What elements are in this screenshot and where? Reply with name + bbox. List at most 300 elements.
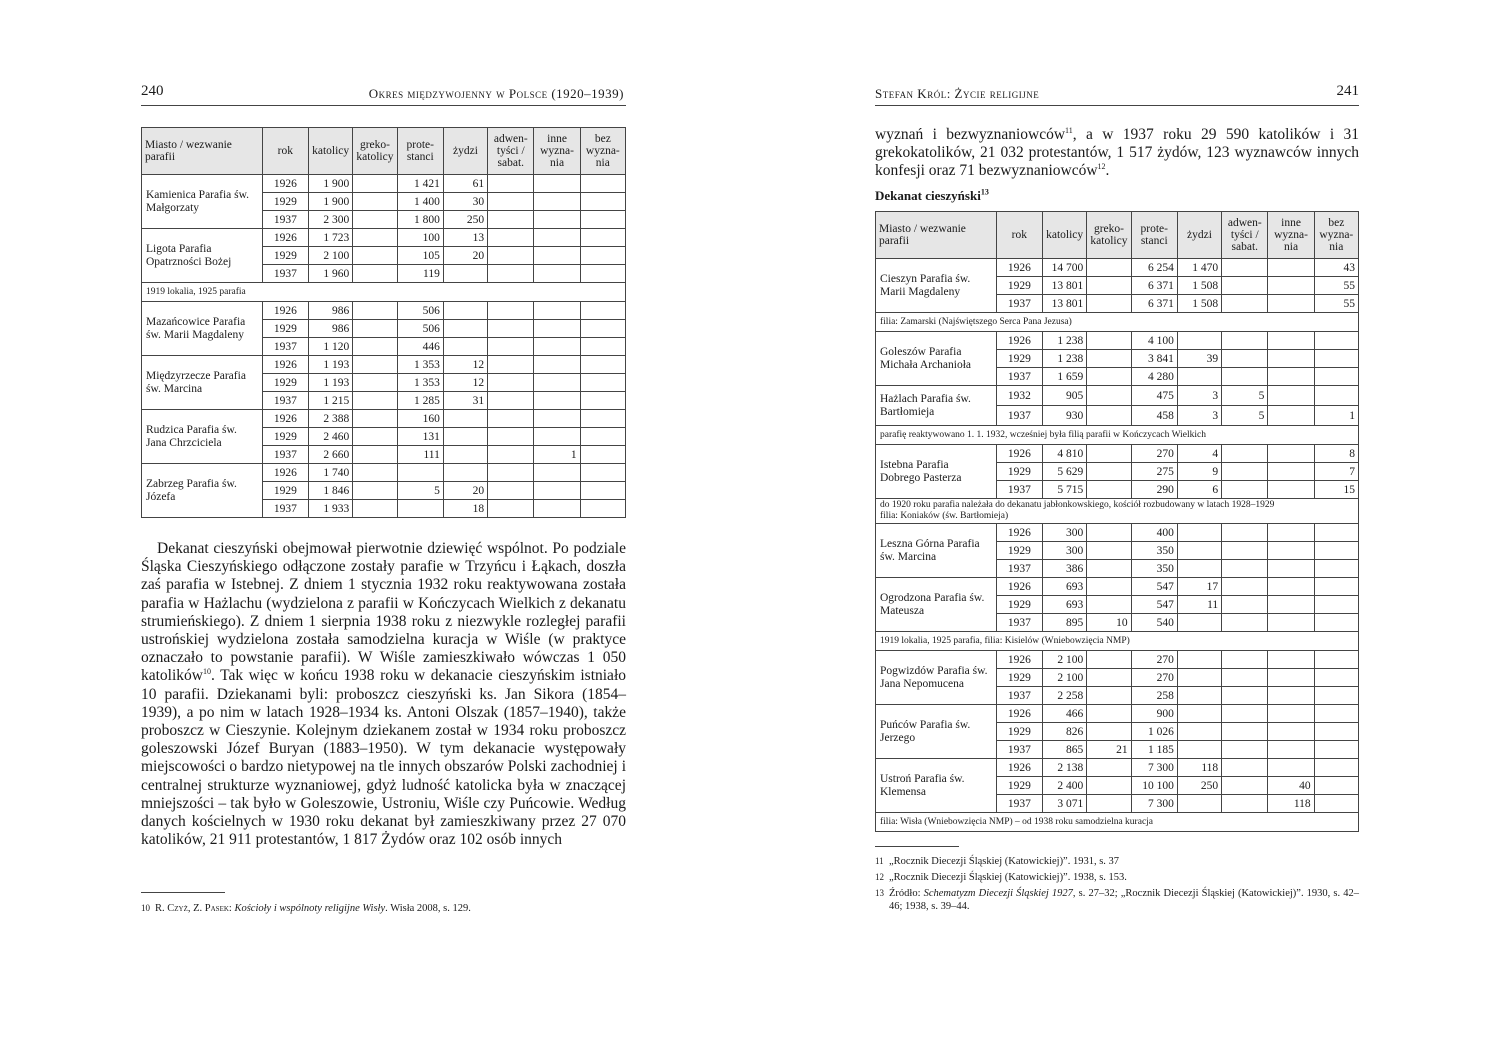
table-cell: 1926 [996,651,1042,669]
column-header: katolicy [1042,212,1086,259]
table-cell [1222,295,1268,313]
table-cell [488,320,534,338]
table-cell [1268,295,1314,313]
table-cell [1087,295,1131,313]
table-row [876,524,1359,542]
table-cell [534,229,580,247]
table-cell: 5 [1222,406,1268,426]
table-cell [1314,759,1358,777]
parish-name: Ogrodzona Parafia św. Mateusza [876,578,997,632]
table-row [876,259,1359,277]
table-cell [1314,560,1358,578]
table-cell [1087,463,1131,481]
table-cell: 1937 [262,338,308,356]
table-cell [1314,332,1358,350]
table-cell: 986 [308,320,352,338]
table-cell [580,464,625,482]
column-header: katolicy [308,128,352,175]
table-cell [443,428,487,446]
table-cell [353,410,397,428]
table-cell [1314,578,1358,596]
table-cell [1177,741,1221,759]
parish-name: Kamienica Parafia św. Małgorzaty [142,175,263,229]
table-cell: 250 [1177,777,1221,795]
table-cell [1087,777,1131,795]
table-cell: 475 [1131,386,1177,406]
table-cell: 1937 [996,795,1042,813]
footnote-item: 10 R. Czyż, Z. Pasek: Kościoły i wspólnoty religijne Wisły. Wisła 2008, s. 129. [141,903,471,914]
table-cell [488,482,534,500]
table-cell [1268,705,1314,723]
parish-name: Goleszów Parafia Michała Archanioła [876,332,997,386]
table-cell [353,211,397,229]
table-cell: 1929 [996,463,1042,481]
table-cell [397,464,443,482]
table-cell: 865 [1042,741,1086,759]
table-cell [1087,332,1131,350]
table-cell: 21 [1087,741,1131,759]
table-cell [1177,723,1221,741]
table-cell [1087,350,1131,368]
table-cell: 5 715 [1042,481,1086,499]
table-cell [1222,524,1268,542]
table-cell: 1926 [996,445,1042,463]
table-cell [1087,542,1131,560]
table-cell: 4 [1177,445,1221,463]
table-cell [534,410,580,428]
table-cell [1314,669,1358,687]
table-cell [1222,741,1268,759]
table-cell [1268,445,1314,463]
table-cell [488,193,534,211]
parish-name: Rudzica Parafia św. Jana Chrzciciela [142,410,263,464]
table-cell: 1929 [996,350,1042,368]
table-cell: 1929 [996,777,1042,795]
table-row [876,759,1359,777]
table-cell [534,211,580,229]
table-cell: 1 723 [308,229,352,247]
table-cell: 1937 [996,406,1042,426]
table-cell [580,410,625,428]
table-cell [1268,481,1314,499]
table-cell: 1929 [262,247,308,265]
column-header: bez wyzna-nia [580,128,625,175]
table-cell: 1929 [262,428,308,446]
table-cell [1268,259,1314,277]
table-cell: 693 [1042,596,1086,614]
table-cell: 1932 [996,386,1042,406]
table-cell [488,392,534,410]
table-cell: 55 [1314,295,1358,313]
table-cell: 6 [1177,481,1221,499]
table-cell: 1 659 [1042,368,1086,386]
table-cell [488,211,534,229]
table-cell: 119 [397,265,443,283]
table-cell: 1 238 [1042,332,1086,350]
table-cell: 10 [1087,614,1131,632]
table-cell: 5 [1222,386,1268,406]
footnote-item: 11 „Rocznik Diecezji Śląskiej (Katowickiej)”. 1931, s. 37 [875,856,1120,867]
table-cell [1268,542,1314,560]
table-note: filia: Zamarski (Najświętszego Serca Pana Jezusa) [876,313,1359,332]
table-cell [1087,723,1131,741]
table-cell: 506 [397,320,443,338]
table-cell [1087,669,1131,687]
parish-name: Puńców Parafia św. Jerzego [876,705,997,759]
column-header: Miasto / wezwanie parafii [142,128,263,175]
table-cell [1314,651,1358,669]
table-cell: 1 [1314,406,1358,426]
table-cell: 1926 [262,464,308,482]
table-cell: 1937 [996,741,1042,759]
left-page-number: 240 [141,83,164,99]
table-cell [580,175,625,193]
table-cell [488,428,534,446]
table-cell [1177,795,1221,813]
left-running-title: Okres międzywojenny w Polsce (1920–1939) [368,86,624,101]
table-cell [580,428,625,446]
table-cell [580,211,625,229]
table-cell: 2 258 [1042,687,1086,705]
table-cell: 1937 [262,392,308,410]
table-cell: 1 508 [1177,295,1221,313]
table-cell: 458 [1131,406,1177,426]
table-cell [580,482,625,500]
table-cell [488,265,534,283]
table-cell [1222,687,1268,705]
table-cell [1087,795,1131,813]
table-cell: 3 [1177,386,1221,406]
table-cell: 1937 [996,560,1042,578]
table-cell: 2 100 [1042,651,1086,669]
table-cell [488,338,534,356]
column-header: adwen-tyści / sabat. [488,128,534,175]
table-row [876,578,1359,596]
table-cell: 930 [1042,406,1086,426]
table-cell [353,500,397,518]
table-cell: 466 [1042,705,1086,723]
table-cell [1268,332,1314,350]
table-cell [1177,705,1221,723]
table-cell: 1 215 [308,392,352,410]
parish-name: Pogwizdów Parafia św. Jana Nepomucena [876,651,997,705]
table-cell: 6 371 [1131,277,1177,295]
table-cell: 386 [1042,560,1086,578]
table-cell [1268,687,1314,705]
table-cell [534,193,580,211]
table-cell: 1926 [262,410,308,428]
table-cell: 1 900 [308,175,352,193]
table-cell [1087,687,1131,705]
table-cell: 270 [1131,651,1177,669]
table-cell [1177,614,1221,632]
table-row [876,332,1359,350]
table-cell [488,302,534,320]
table-cell: 540 [1131,614,1177,632]
table-cell: 300 [1042,542,1086,560]
table-cell [534,320,580,338]
table-cell [353,320,397,338]
table-cell: 9 [1177,463,1221,481]
column-header: greko-katolicy [353,128,397,175]
table-row [876,445,1359,463]
table-note: filia: Wisła (Wniebowzięcia NMP) – od 1938 roku samodzielna kuracja [876,813,1359,832]
table-cell [397,500,443,518]
table-cell [353,302,397,320]
table-cell: 1 800 [397,211,443,229]
right-running-head [875,85,1359,106]
table-note-row [876,313,1359,332]
table-cell [1222,277,1268,295]
table-cell [1314,723,1358,741]
column-header: adwen-tyści / sabat. [1222,212,1268,259]
table-cell [1314,524,1358,542]
table-cell: 105 [397,247,443,265]
table-cell: 895 [1042,614,1086,632]
table-cell: 1929 [262,374,308,392]
table-cell: 6 371 [1131,295,1177,313]
table-cell: 15 [1314,481,1358,499]
table-cell: 1 400 [397,193,443,211]
table-cell: 1 026 [1131,723,1177,741]
table-note-row [876,426,1359,445]
table-note-row [142,283,626,302]
table-cell: 290 [1131,481,1177,499]
table-row [142,302,626,320]
table-cell [534,175,580,193]
table-cell [1268,651,1314,669]
table-cell [534,302,580,320]
table-cell [1268,524,1314,542]
table-cell [534,428,580,446]
table-note: do 1920 roku parafia należała do dekanatu jabłonkowskiego, kościół rozbudowany w latach 1928–1929 filia: Koniaków (św. Bartłomieja) [876,499,1359,524]
table-cell: 8 [1314,445,1358,463]
table-cell [1087,596,1131,614]
right-parish-table [875,211,1359,832]
table-cell: 400 [1131,524,1177,542]
table-cell [1222,614,1268,632]
table-cell [353,175,397,193]
table-cell: 11 [1177,596,1221,614]
table-cell [1314,368,1358,386]
table-cell [580,374,625,392]
table-cell [1087,578,1131,596]
column-header: żydzi [443,128,487,175]
table-cell: 905 [1042,386,1086,406]
table-cell: 1 185 [1131,741,1177,759]
table-cell: 40 [1268,777,1314,795]
table-cell: 1929 [996,669,1042,687]
table-cell: 61 [443,175,487,193]
table-cell: 1937 [262,265,308,283]
table-cell: 1926 [262,356,308,374]
table-cell: 7 300 [1131,795,1177,813]
table-cell: 1937 [262,500,308,518]
table-cell [1268,350,1314,368]
table-cell [580,247,625,265]
table-cell: 2 400 [1042,777,1086,795]
table-cell [488,500,534,518]
table-cell: 3 [1177,406,1221,426]
table-cell [353,356,397,374]
table-cell: 55 [1314,277,1358,295]
table-cell: 100 [397,229,443,247]
table-cell: 693 [1042,578,1086,596]
table-cell [1222,350,1268,368]
table-cell [1222,560,1268,578]
parish-name: Międzyrzecze Parafia św. Marcina [142,356,263,410]
left-body-text [141,540,626,849]
table-cell: 547 [1131,596,1177,614]
column-header: żydzi [1177,212,1221,259]
table-cell: 1937 [996,481,1042,499]
table-cell: 1937 [996,368,1042,386]
table-cell: 350 [1131,560,1177,578]
right-footnotes [875,855,1359,916]
table-row [142,175,626,193]
column-header: inne wyzna-nia [1268,212,1314,259]
table-cell [443,302,487,320]
table-cell [353,428,397,446]
table-cell [1268,596,1314,614]
parish-name: Ustroń Parafia św. Klemensa [876,759,997,813]
table-cell [1087,524,1131,542]
table-cell: 12 [443,374,487,392]
table-cell [580,265,625,283]
table-cell [353,247,397,265]
table-cell [488,175,534,193]
table-cell: 4 280 [1131,368,1177,386]
table-cell [580,500,625,518]
left-running-head [141,85,626,106]
table-cell [1314,777,1358,795]
table-cell [1268,368,1314,386]
table-cell: 1929 [262,193,308,211]
body-paragraph: Dekanat cieszyński obejmował pierwotnie dziewięć wspólnot. Po podziale Śląska Cieszyńskiego odłączone zostały parafie w Trzyńcu i Łąkach, doszła zaś parafia w Istebnej. Z dniem 1 stycznia 1932 roku reaktywowana została parafia w Hażlachu (wydzielona z parafii w Kończycach Wielkich z dekanatu strumieńskiego). Z dniem 1 sierpnia 1938 roku z niezwykle rozległej parafii ustrońskiej wydzielona została samodzielna kuracja w Wiśle (w praktyce oznaczało to powstanie parafii). W Wiśle zamieszkiwało wówczas 1 050 katolików$^{10}$. Tak więc w końcu 1938 roku w dekanacie cieszyńskim istniało 10 parafii. Dziekanami byli: proboszcz cieszyński ks. Jan Sikora (1854–1939), a po nim w latach 1928–1934 ks. Antoni Olszak (1857–1940), także proboszcz w Cieszynie. Kolejnym dziekanem został w 1934 roku proboszcz goleszowski Józef Buryan (1883–1950). W tym dekanacie występowały miejscowości o bardzo nietypowej na tle innych obszarów Polski zachodniej i centralnej strukturze wyznaniowej, gdyż ludność katolicka była w znaczącej mniejszości – tak było w Goleszowie, Ustroniu, Wiśle czy Puńcowie. Według danych kościelnych w 1930 roku dekanat był zamieszkiwany przez 27 070 katolików, 21 911 protestantów, 1 817 Żydów oraz 102 osób innych [141,540,626,849]
table-cell: 258 [1131,687,1177,705]
table-cell: 13 801 [1042,295,1086,313]
table-cell: 2 660 [308,446,352,464]
table-cell [1177,651,1221,669]
table-cell [1222,368,1268,386]
table-cell: 12 [443,356,487,374]
table-cell [1087,705,1131,723]
table-cell [1268,277,1314,295]
table-cell [488,374,534,392]
table-cell: 118 [1268,795,1314,813]
table-cell [534,500,580,518]
table-cell: 275 [1131,463,1177,481]
table-row [142,464,626,482]
table-cell [1222,777,1268,795]
table-row [142,410,626,428]
table-cell [443,410,487,428]
parish-name: Ligota Parafia Opatrzności Bożej [142,229,263,283]
column-header: rok [262,128,308,175]
table-cell [353,392,397,410]
table-cell [580,193,625,211]
table-cell [1087,277,1131,295]
table-cell [488,446,534,464]
table-note: parafię reaktywowano 1. 1. 1932, wcześniej była filią parafii w Kończycach Wielkich [876,426,1359,445]
right-page-number: 241 [1336,83,1359,99]
table-cell [1087,560,1131,578]
table-cell: 1937 [996,295,1042,313]
table-cell: 4 100 [1131,332,1177,350]
parish-name: Istebna Parafia Dobrego Pasterza [876,445,997,499]
table-cell [580,229,625,247]
table-cell: 1929 [262,320,308,338]
table-cell [443,338,487,356]
parish-name: Leszna Górna Parafia św. Marcina [876,524,997,578]
parish-name: Mazańcowice Parafia św. Marii Magdaleny [142,302,263,356]
table-cell: 1929 [996,277,1042,295]
table-cell [534,247,580,265]
table-cell [1268,560,1314,578]
table-cell: 1 285 [397,392,443,410]
table-row [876,705,1359,723]
table-cell [1222,651,1268,669]
table-cell: 2 100 [1042,669,1086,687]
table-cell: 10 100 [1131,777,1177,795]
table-cell [1177,368,1221,386]
table-cell [1268,578,1314,596]
table-cell: 2 388 [308,410,352,428]
table-cell [1087,406,1131,426]
table-cell [1087,259,1131,277]
table-cell: 1926 [996,578,1042,596]
table-cell: 30 [443,193,487,211]
table-cell [580,356,625,374]
table-cell: 3 071 [1042,795,1086,813]
column-header: greko-katolicy [1087,212,1131,259]
table-cell [1268,759,1314,777]
table-cell: 1937 [262,211,308,229]
table-cell: 1 508 [1177,277,1221,295]
column-header: prote-stanci [1131,212,1177,259]
table-cell: 20 [443,482,487,500]
table-cell: 1 960 [308,265,352,283]
table-cell: 1926 [262,302,308,320]
left-parish-table [141,127,626,518]
table-cell [534,356,580,374]
table-cell [1222,596,1268,614]
table-cell [580,446,625,464]
table-cell: 1 193 [308,356,352,374]
table-cell: 1 846 [308,482,352,500]
table-cell: 31 [443,392,487,410]
table-cell [1314,542,1358,560]
table-cell [1314,705,1358,723]
table-cell [534,338,580,356]
table-cell: 5 629 [1042,463,1086,481]
table-cell: 1 [534,446,580,464]
table-cell [353,464,397,482]
table-row [876,386,1359,406]
table-cell [1222,795,1268,813]
table-note-row [876,499,1359,524]
table-cell: 826 [1042,723,1086,741]
table-cell [1222,463,1268,481]
table-cell [1087,386,1131,406]
table-cell: 14 700 [1042,259,1086,277]
table-cell [1314,596,1358,614]
table-header-row [142,128,626,175]
table-cell [1087,651,1131,669]
table-cell [580,320,625,338]
table-cell: 506 [397,302,443,320]
table-cell [1177,332,1221,350]
